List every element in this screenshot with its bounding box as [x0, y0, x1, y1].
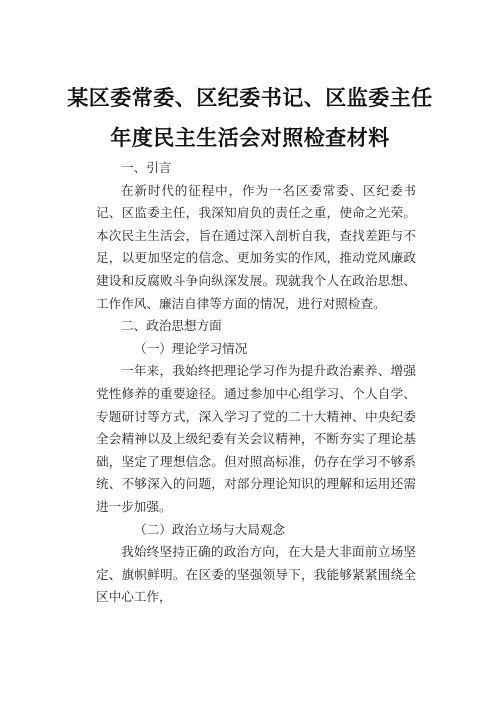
document-title-line-1: 某区委常委、区纪委书记、区监委主任 — [67, 86, 433, 110]
section-heading-political: 二、政治思想方面 — [121, 318, 222, 334]
paragraph-intro: 在新时代的征程中，作为一名区委常委、区纪委书记、区监委主任，我深知肩负的责任之重，使命之光荣。本次民主生活会，旨在通过深入剖析自我，查找差距与不足，以更加坚定的信念、更加务实的作风，推动党风廉政建设和反腐败斗争向纵深发展。现就我个人在政治思想、工作作风、廉洁自律等方面的情况，进行对照检查。 — [96, 182, 416, 311]
paragraph-stance: 我始终坚持正确的政治方向，在大是大非面前立场坚定、旗帜鲜明。在区委的坚强领导下，我能够紧紧围绕全区中心工作， — [96, 544, 416, 605]
document-body — [96, 157, 416, 609]
document-title-line-2: 年度民主生活会对照检查材料 — [110, 126, 390, 150]
paragraph-theory: 一年来，我始终把理论学习作为提升政治素养、增强党性修养的重要途径。通过参加中心组学习、个人自学、专题研讨等方式，深入学习了党的二十大精神、中央纪委全会精神以及上级纪委有关会议精神，不断夯实了理论基础，坚定了理想信念。但对照高标准，仍存在学习不够系统、不够深入的问题，对部分理论知识的理解和运用还需进一步加强。 — [96, 363, 416, 514]
subsection-heading-theory: （一）理论学习情况 — [134, 340, 248, 356]
subsection-heading-stance: （二）政治立场与大局观念 — [134, 521, 286, 537]
section-heading-intro: 一、引言 — [121, 160, 172, 175]
